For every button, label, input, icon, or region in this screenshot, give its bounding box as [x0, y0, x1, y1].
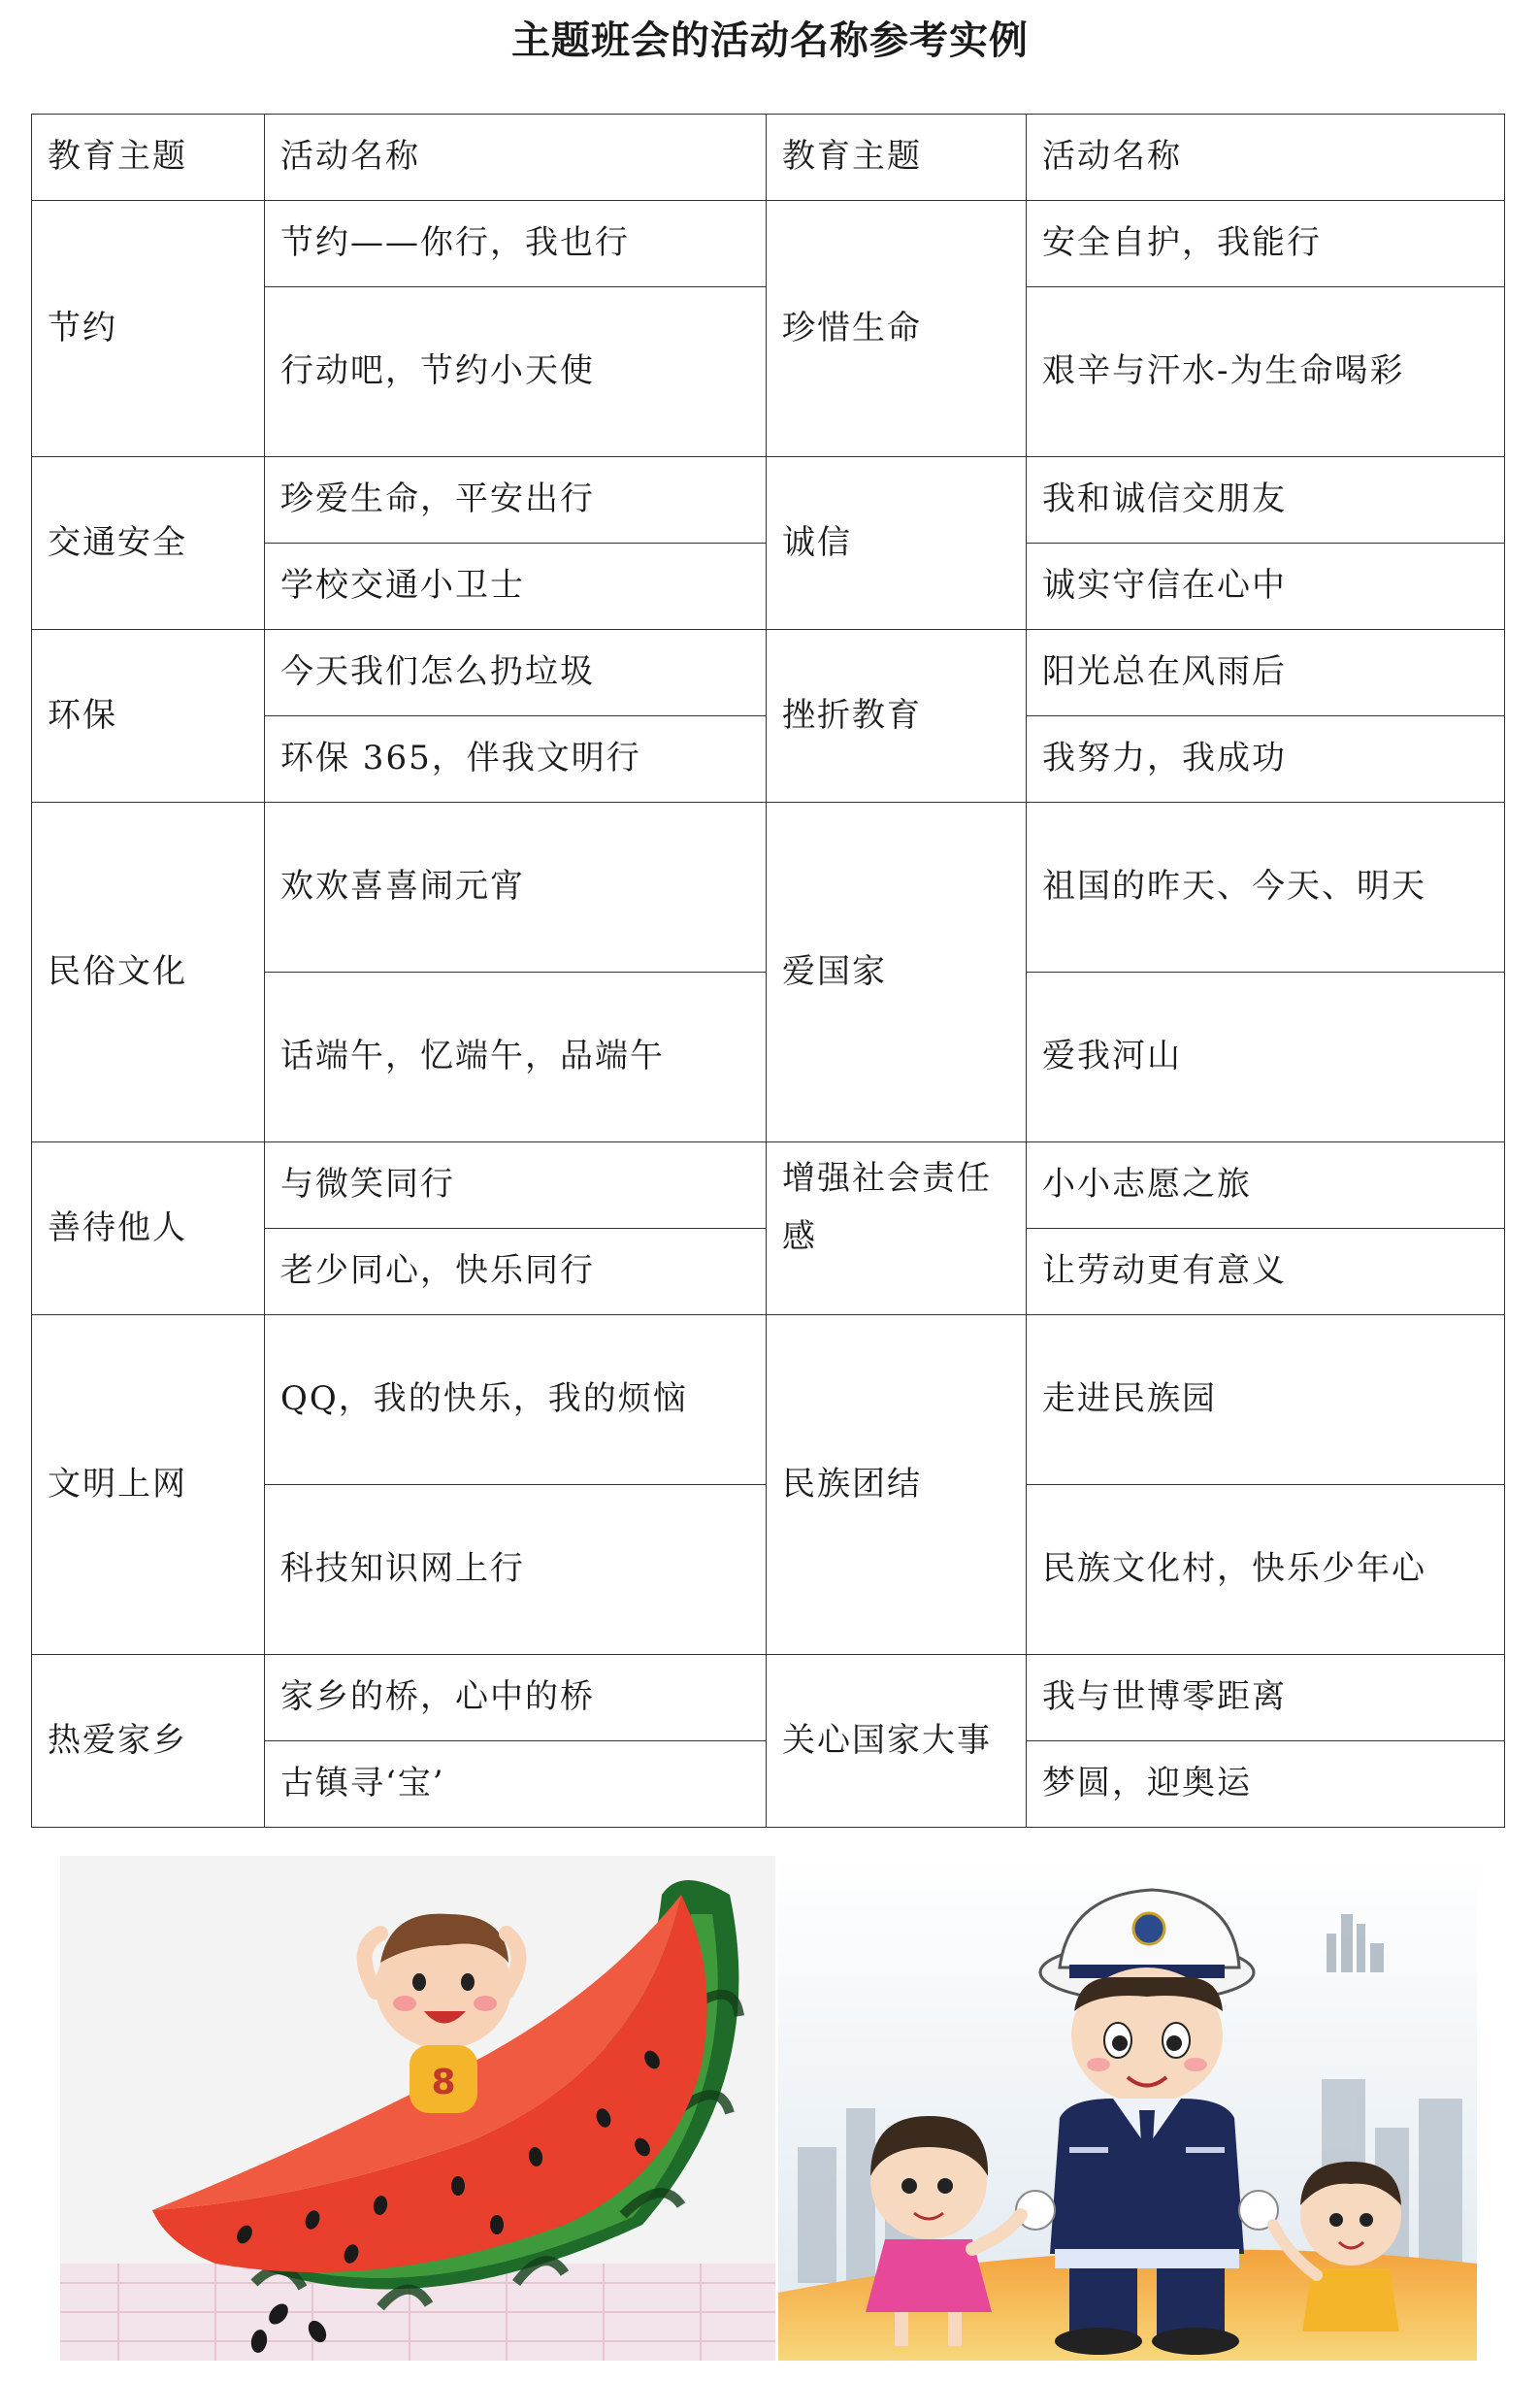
activity-cell: 让劳动更有意义 — [1027, 1229, 1505, 1315]
theme-cell: 热爱家乡 — [32, 1655, 265, 1828]
activity-cell: 爱我河山 — [1027, 973, 1505, 1142]
activity-cell: 我努力，我成功 — [1027, 716, 1505, 803]
watermelon-illustration — [60, 1856, 775, 2361]
activity-cell: 老少同心，快乐同行 — [265, 1229, 767, 1315]
header-activity-right: 活动名称 — [1027, 115, 1505, 201]
activity-cell: 与微笑同行 — [265, 1142, 767, 1229]
table-row — [32, 1655, 1505, 1741]
activity-cell: 我与世博零距离 — [1027, 1655, 1505, 1741]
activity-cell: 行动吧，节约小天使 — [265, 287, 767, 457]
theme-cell: 关心国家大事 — [767, 1655, 1027, 1828]
table-row — [32, 457, 1505, 544]
activity-cell: 古镇寻‘宝’ — [265, 1741, 767, 1828]
activity-cell: 家乡的桥，心中的桥 — [265, 1655, 767, 1741]
activity-cell: 话端午，忆端午，品端午 — [265, 973, 767, 1142]
theme-cell: 交通安全 — [32, 457, 265, 630]
activity-cell: 我和诚信交朋友 — [1027, 457, 1505, 544]
theme-cell: 民俗文化 — [32, 803, 265, 1142]
activity-cell: QQ，我的快乐，我的烦恼 — [265, 1315, 767, 1485]
traffic-police-cartoon-icon — [778, 1856, 1477, 2361]
theme-cell: 爱国家 — [767, 803, 1027, 1142]
activity-cell: 小小志愿之旅 — [1027, 1142, 1505, 1229]
theme-cell: 诚信 — [767, 457, 1027, 630]
activity-cell: 走进民族园 — [1027, 1315, 1505, 1485]
header-activity-left: 活动名称 — [265, 115, 767, 201]
activity-cell: 学校交通小卫士 — [265, 544, 767, 630]
activity-cell: 艰辛与汗水-为生命喝彩 — [1027, 287, 1505, 457]
theme-cell: 挫折教育 — [767, 630, 1027, 803]
table-row — [32, 1142, 1505, 1229]
header-theme-left: 教育主题 — [32, 115, 265, 201]
table-header-row — [32, 115, 1505, 201]
theme-cell: 增强社会责任感 — [767, 1142, 1027, 1315]
theme-cell: 节约 — [32, 201, 265, 457]
table-row — [32, 1315, 1505, 1485]
activity-cell: 诚实守信在心中 — [1027, 544, 1505, 630]
shirt-number: 8 — [431, 2063, 456, 2102]
activity-cell: 民族文化村，快乐少年心 — [1027, 1485, 1505, 1655]
activity-cell: 节约——你行，我也行 — [265, 201, 767, 287]
header-theme-right: 教育主题 — [767, 115, 1027, 201]
activity-cell: 欢欢喜喜闹元宵 — [265, 803, 767, 973]
table-row — [32, 630, 1505, 716]
theme-cell: 善待他人 — [32, 1142, 265, 1315]
activity-cell: 祖国的昨天、今天、明天 — [1027, 803, 1505, 973]
activity-cell: 科技知识网上行 — [265, 1485, 767, 1655]
theme-cell: 珍惜生命 — [767, 201, 1027, 457]
activity-cell: 安全自护，我能行 — [1027, 201, 1505, 287]
theme-cell: 环保 — [32, 630, 265, 803]
activity-reference-table — [31, 114, 1505, 1828]
watermelon-cartoon-icon — [60, 1856, 775, 2361]
table-row — [32, 803, 1505, 973]
activity-cell: 梦圆，迎奥运 — [1027, 1741, 1505, 1828]
illustrations — [60, 1856, 1477, 2361]
traffic-police-illustration — [778, 1856, 1477, 2361]
activity-cell: 今天我们怎么扔垃圾 — [265, 630, 767, 716]
theme-cell: 民族团结 — [767, 1315, 1027, 1655]
activity-cell: 阳光总在风雨后 — [1027, 630, 1505, 716]
page-title: 主题班会的活动名称参考实例 — [511, 18, 1029, 63]
activity-cell: 环保 365，伴我文明行 — [265, 716, 767, 803]
table-row — [32, 201, 1505, 287]
activity-cell: 珍爱生命，平安出行 — [265, 457, 767, 544]
theme-cell: 文明上网 — [32, 1315, 265, 1655]
